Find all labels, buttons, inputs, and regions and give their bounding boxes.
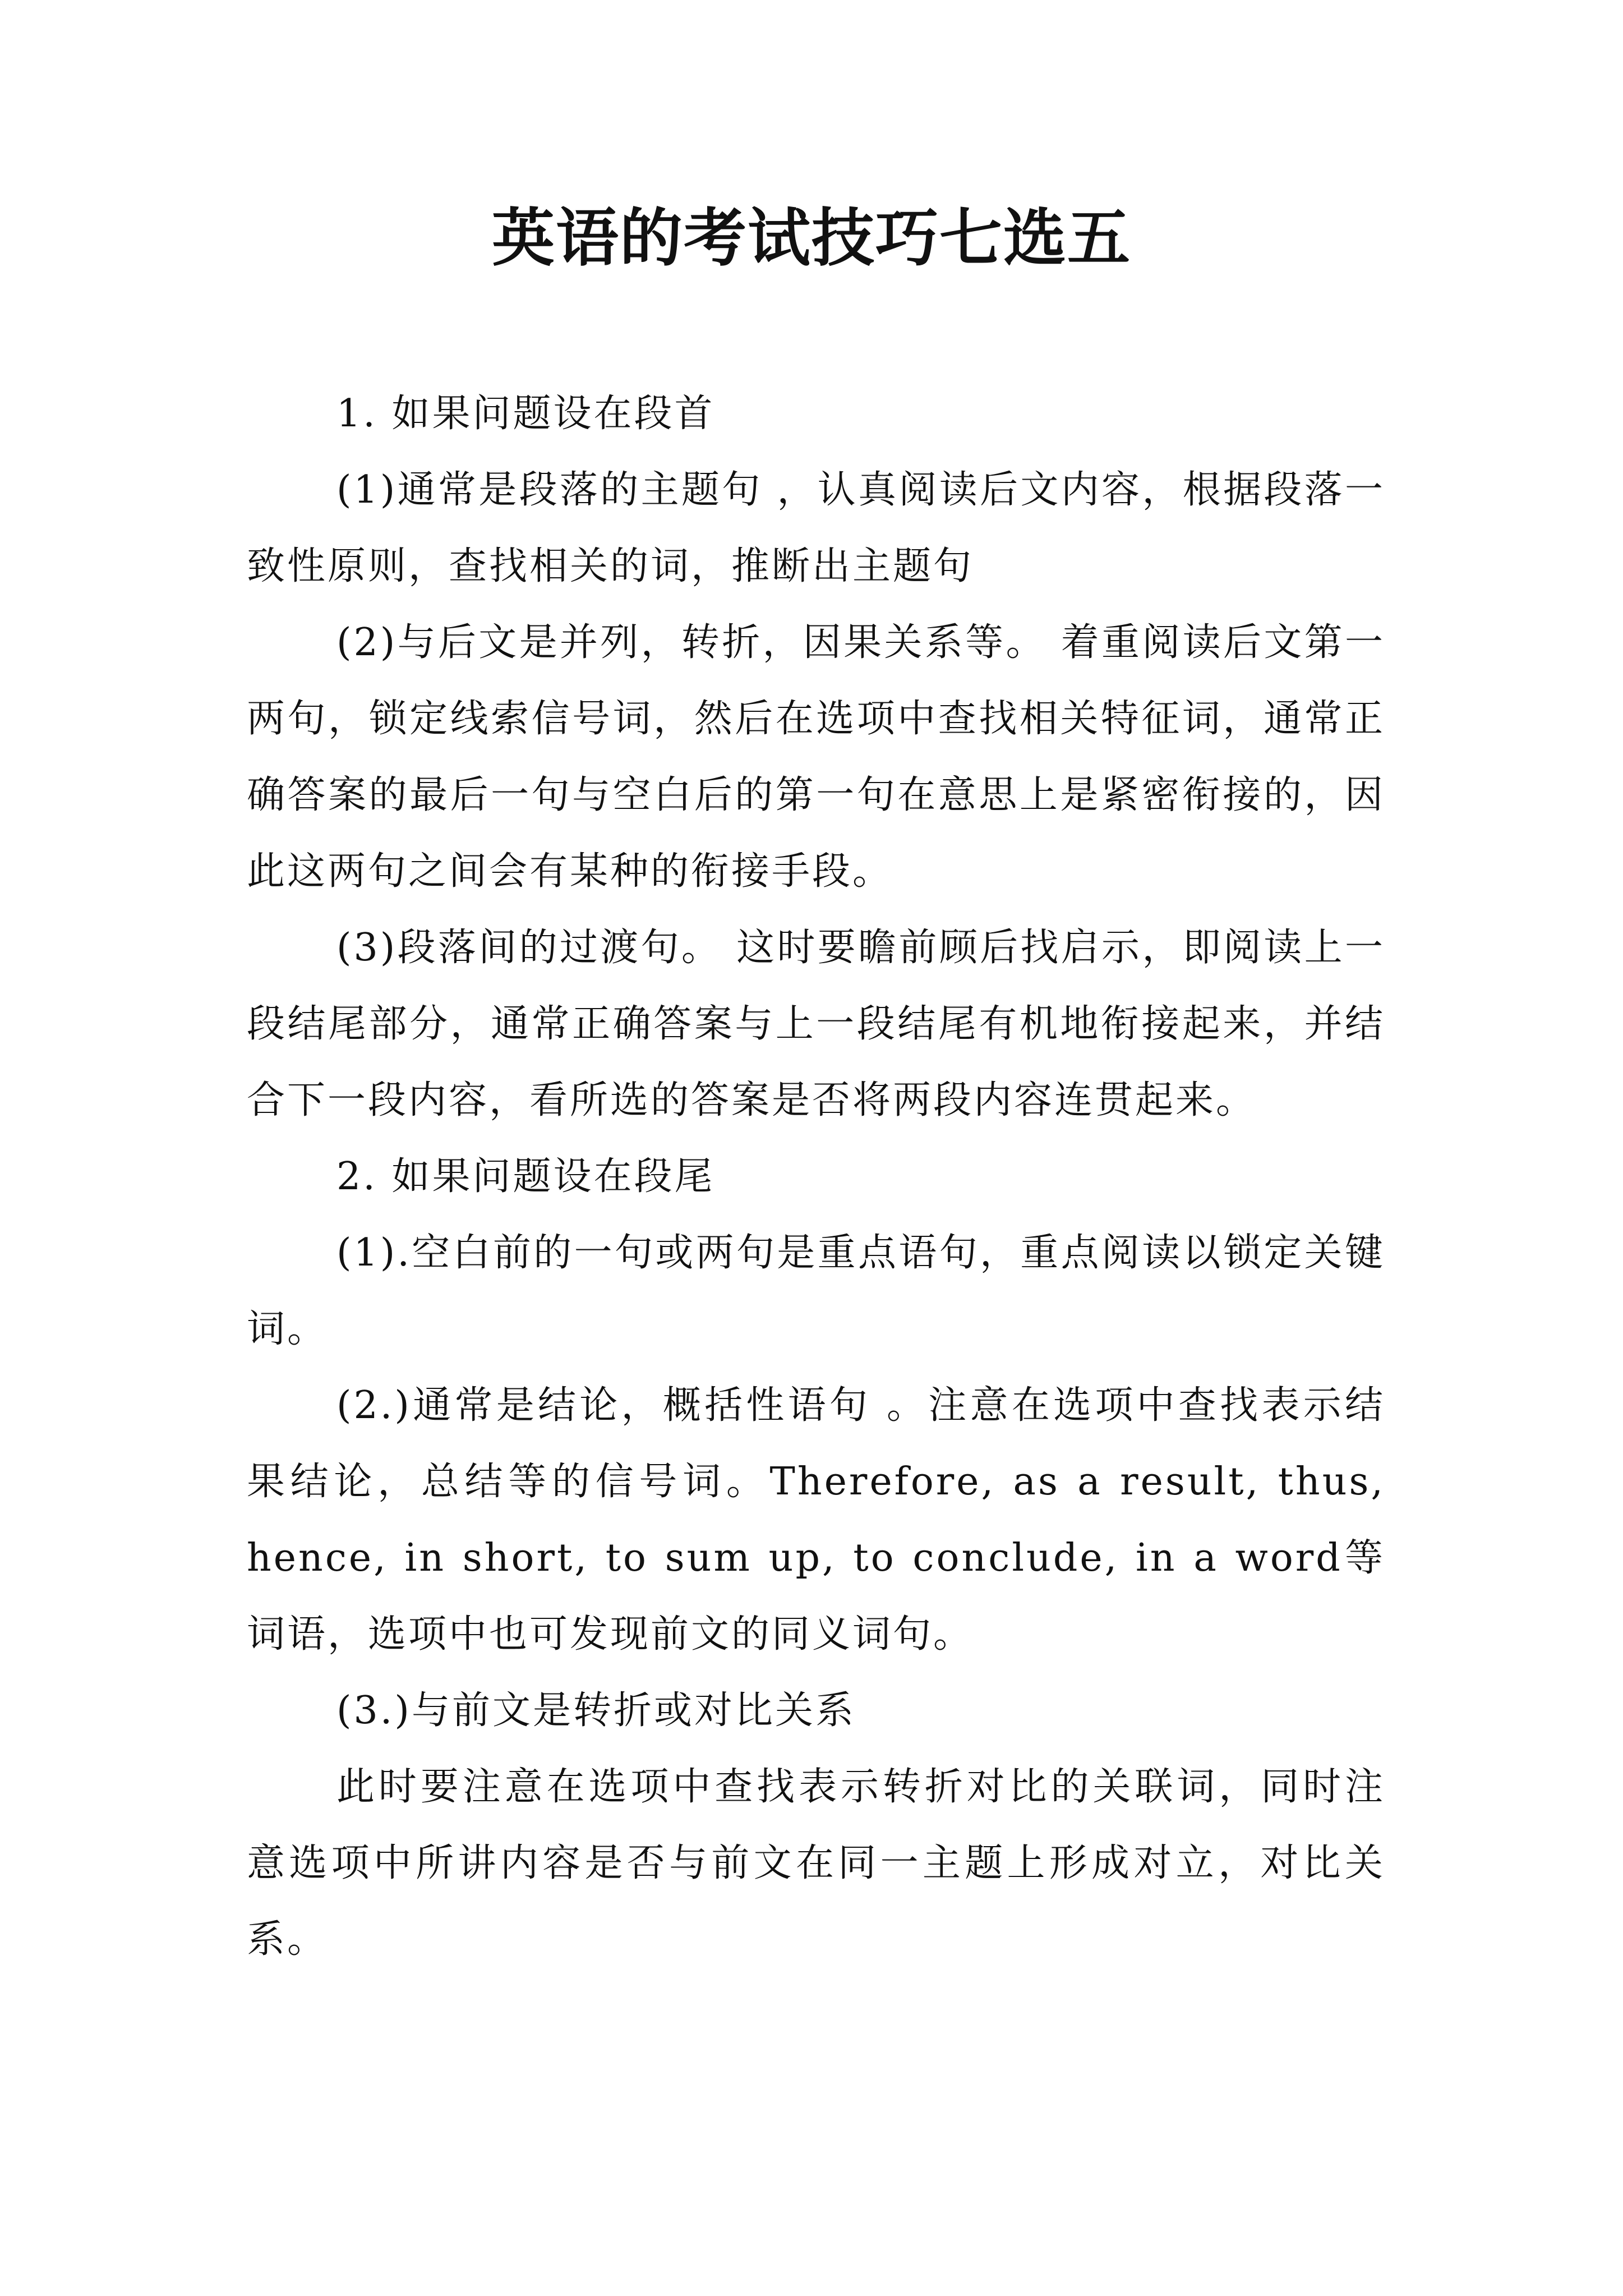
paragraph-1-1: (1)通常是段落的主题句 ，认真阅读后文内容，根据段落一致性原则，查找相关的词，推断出主题句 bbox=[247, 468, 1385, 588]
paragraph-2-2: (2.)通常是结论，概括性语句 。注意在选项中查找表示结果结论，总结等的信号词。Therefore, as a result, thus, hence, in short, to sum up, to conclude, in a word等词语，选项中也可发现前文的同义词句。 bbox=[247, 1383, 1385, 1657]
paragraph-1-3: (3)段落间的过渡句。 这时要瞻前顾后找启示，即阅读上一段结尾部分，通常正确答案与上一段结尾有机地衔接起来，并结合下一段内容，看所选的答案是否将两段内容连贯起来。 bbox=[247, 926, 1385, 1122]
document-title: 英语的考试技巧七选五 bbox=[492, 201, 1131, 275]
paragraph-1-2: (2)与后文是并列，转折，因果关系等。 着重阅读后文第一两句，锁定线索信号词，然后在选项中查找相关特征词，通常正确答案的最后一句与空白后的第一句在意思上是紧密衔接的，因此这两句之间会有某种的衔接手段。 bbox=[247, 620, 1385, 894]
paragraph-2-1: (1).空白前的一句或两句是重点语句，重点阅读以锁定关键词。 bbox=[247, 1231, 1385, 1351]
document-body bbox=[247, 376, 1385, 1978]
paragraph-2-3-heading: (3.)与前文是转折或对比关系 bbox=[336, 1688, 856, 1733]
section-2-heading: 2. 如果问题设在段尾 bbox=[336, 1154, 715, 1199]
paragraph-2-3-body: 此时要注意在选项中查找表示转折对比的关联词，同时注意选项中所讲内容是否与前文在同一主题上形成对立，对比关系。 bbox=[247, 1765, 1385, 1962]
section-1-heading: 1. 如果问题设在段首 bbox=[336, 392, 715, 436]
